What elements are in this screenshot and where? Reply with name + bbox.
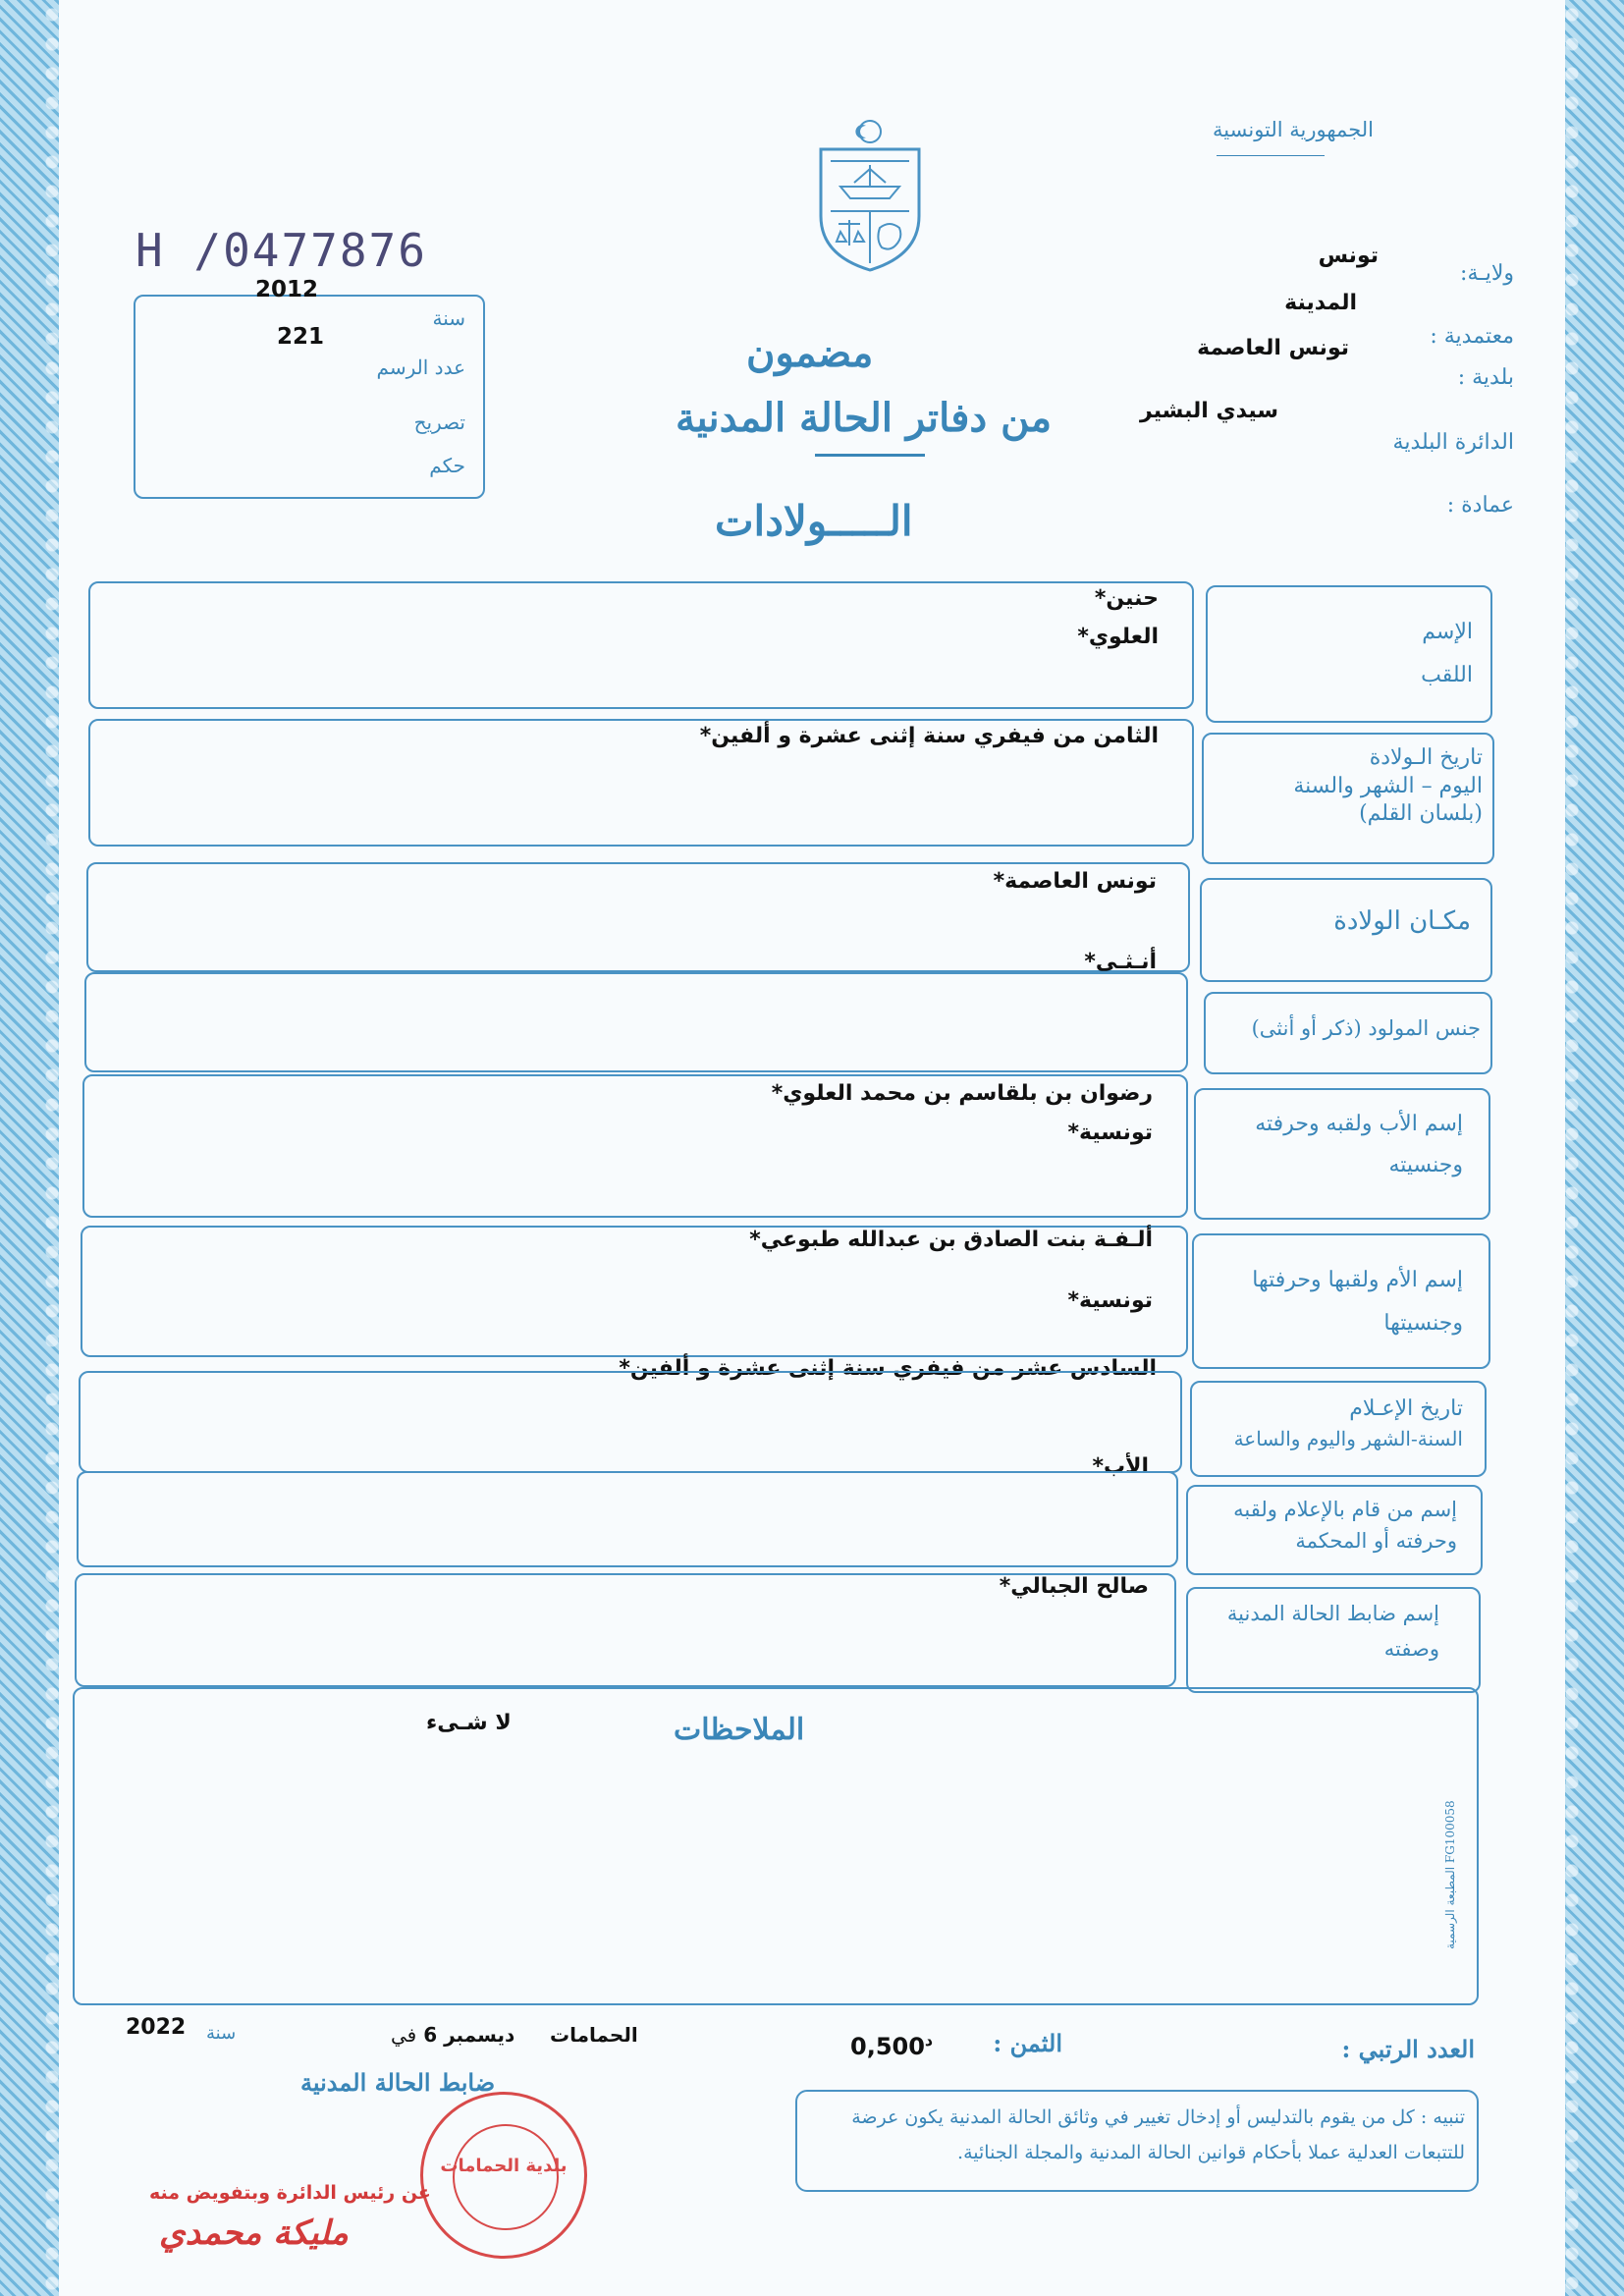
price-value: $0,500^د$ xyxy=(850,2031,934,2060)
births-title: الـــــولادات xyxy=(715,497,913,545)
sex-label: جنس المولود (ذكر أو أنثى) xyxy=(1251,1016,1481,1040)
sex-value: أنـثـى* xyxy=(1084,950,1157,974)
issue-year: 2022 xyxy=(126,2015,187,2040)
mother-value: ألـفـة بنت الصادق بن عبدالله طبوعي* تونسية* xyxy=(749,1228,1153,1313)
mother-label: إسم الأم ولقبها وحرفتها وجنسيتها xyxy=(1252,1268,1463,1336)
registry-year-label: سنة xyxy=(432,306,465,330)
birth-date-value: الثامن من فيفري سنة إثنى عشرة و ألفين* xyxy=(699,724,1159,748)
issue-year-label: سنة xyxy=(206,2023,237,2044)
officer-label: إسم ضابط الحالة المدنية وصفته xyxy=(1226,1602,1439,1661)
sex-value-box xyxy=(84,972,1188,1072)
declarant-label: إسم من قام بالإعلام ولقبه وحرفته أو المحكمة xyxy=(1233,1498,1457,1553)
official-printer-mark: المطبعة الرسمية FG100058 xyxy=(1443,1800,1457,1949)
remarks-value: لا شـىء xyxy=(426,1711,512,1735)
omda-label: عمادة : xyxy=(1446,493,1514,518)
declaration-date-value: السادس عشر من فيفري سنة إثنى عشرة و ألفين* xyxy=(619,1356,1157,1381)
issue-day-month: ديسمبر 6 في xyxy=(391,2023,515,2047)
name-value: حنين* العلوي* xyxy=(1077,586,1159,650)
right-security-border xyxy=(1565,0,1624,2296)
left-security-border xyxy=(0,0,59,2296)
registry-number-value: 221 xyxy=(277,324,325,350)
registers-subtitle: من دفاتر الحالة المدنية xyxy=(676,395,1052,441)
father-label: إسم الأب ولقبه وحرفته وجنسيته xyxy=(1255,1112,1463,1177)
name-label: الإسم اللقب xyxy=(1421,620,1473,687)
declarant-value: الأب* xyxy=(1092,1454,1149,1479)
birth-place-label: مكـان الولادة xyxy=(1333,906,1471,936)
governorate-value: تونس xyxy=(1318,244,1379,268)
subtitle-underline xyxy=(815,454,925,457)
municipal-district-label: الدائرة البلدية xyxy=(1392,430,1514,455)
registry-year-value: 2012 xyxy=(255,277,319,302)
signatory-name: مليكة محمدي xyxy=(159,2214,349,2253)
governorate-label: ولايـة: xyxy=(1460,261,1514,286)
municipality-label: بلدية : xyxy=(1457,365,1514,390)
father-value: رضوان بن بلقاسم بن محمد العلوي* تونسية* xyxy=(771,1081,1153,1145)
price-label: الثمن : xyxy=(993,2029,1062,2057)
remarks-label: الملاحظات xyxy=(674,1713,805,1747)
municipal-stamp: بلدية الحمامات xyxy=(420,2092,587,2259)
officer-title: ضابط الحالة المدنية xyxy=(300,2068,496,2097)
officer-value: صالح الجبالي* xyxy=(999,1574,1149,1599)
birth-date-label: تاريخ الـولادة اليوم – الشهر والسنة (بلسان القلم) xyxy=(1293,745,1483,827)
delegation-label: معتمدية : xyxy=(1430,324,1514,349)
warning-text: تنبيه : كل من يقوم بالتدليس أو إدخال تغيير في وثائق الحالة المدنية يكون عرضة للتتبعات العدلية عملا بأحكام قوانين الحالة المدنية والمجلة الجنائية. xyxy=(851,2106,1465,2164)
republic-divider xyxy=(1217,155,1325,156)
city-value: المدينة xyxy=(1284,291,1357,315)
registry-number-label: عدد الرسم xyxy=(376,355,465,379)
serial-number: H /0477876 xyxy=(135,224,427,277)
municipal-district-value: سيدي البشير xyxy=(1140,399,1278,423)
issue-place: الحمامات xyxy=(550,2023,638,2047)
extract-title: مضمون xyxy=(746,330,874,376)
registry-judgment-label: حكم xyxy=(429,454,465,477)
delegation-note: عن رئيس الدائرة وبتفويض منه xyxy=(149,2182,431,2204)
republic-heading: الجمهورية التونسية xyxy=(1213,118,1374,141)
ordinal-label: العدد الرتبي : xyxy=(1341,2035,1475,2063)
declarant-value-box xyxy=(77,1471,1178,1567)
registry-declaration-label: تصريح xyxy=(413,410,465,434)
tunisia-coat-of-arms-icon xyxy=(811,118,929,275)
delegation-value: تونس العاصمة xyxy=(1197,336,1349,360)
declaration-date-label: تاريخ الإعـلام السنة-الشهر واليوم والساعة xyxy=(1233,1396,1463,1450)
birth-place-value: تونس العاصمة* xyxy=(993,869,1157,894)
